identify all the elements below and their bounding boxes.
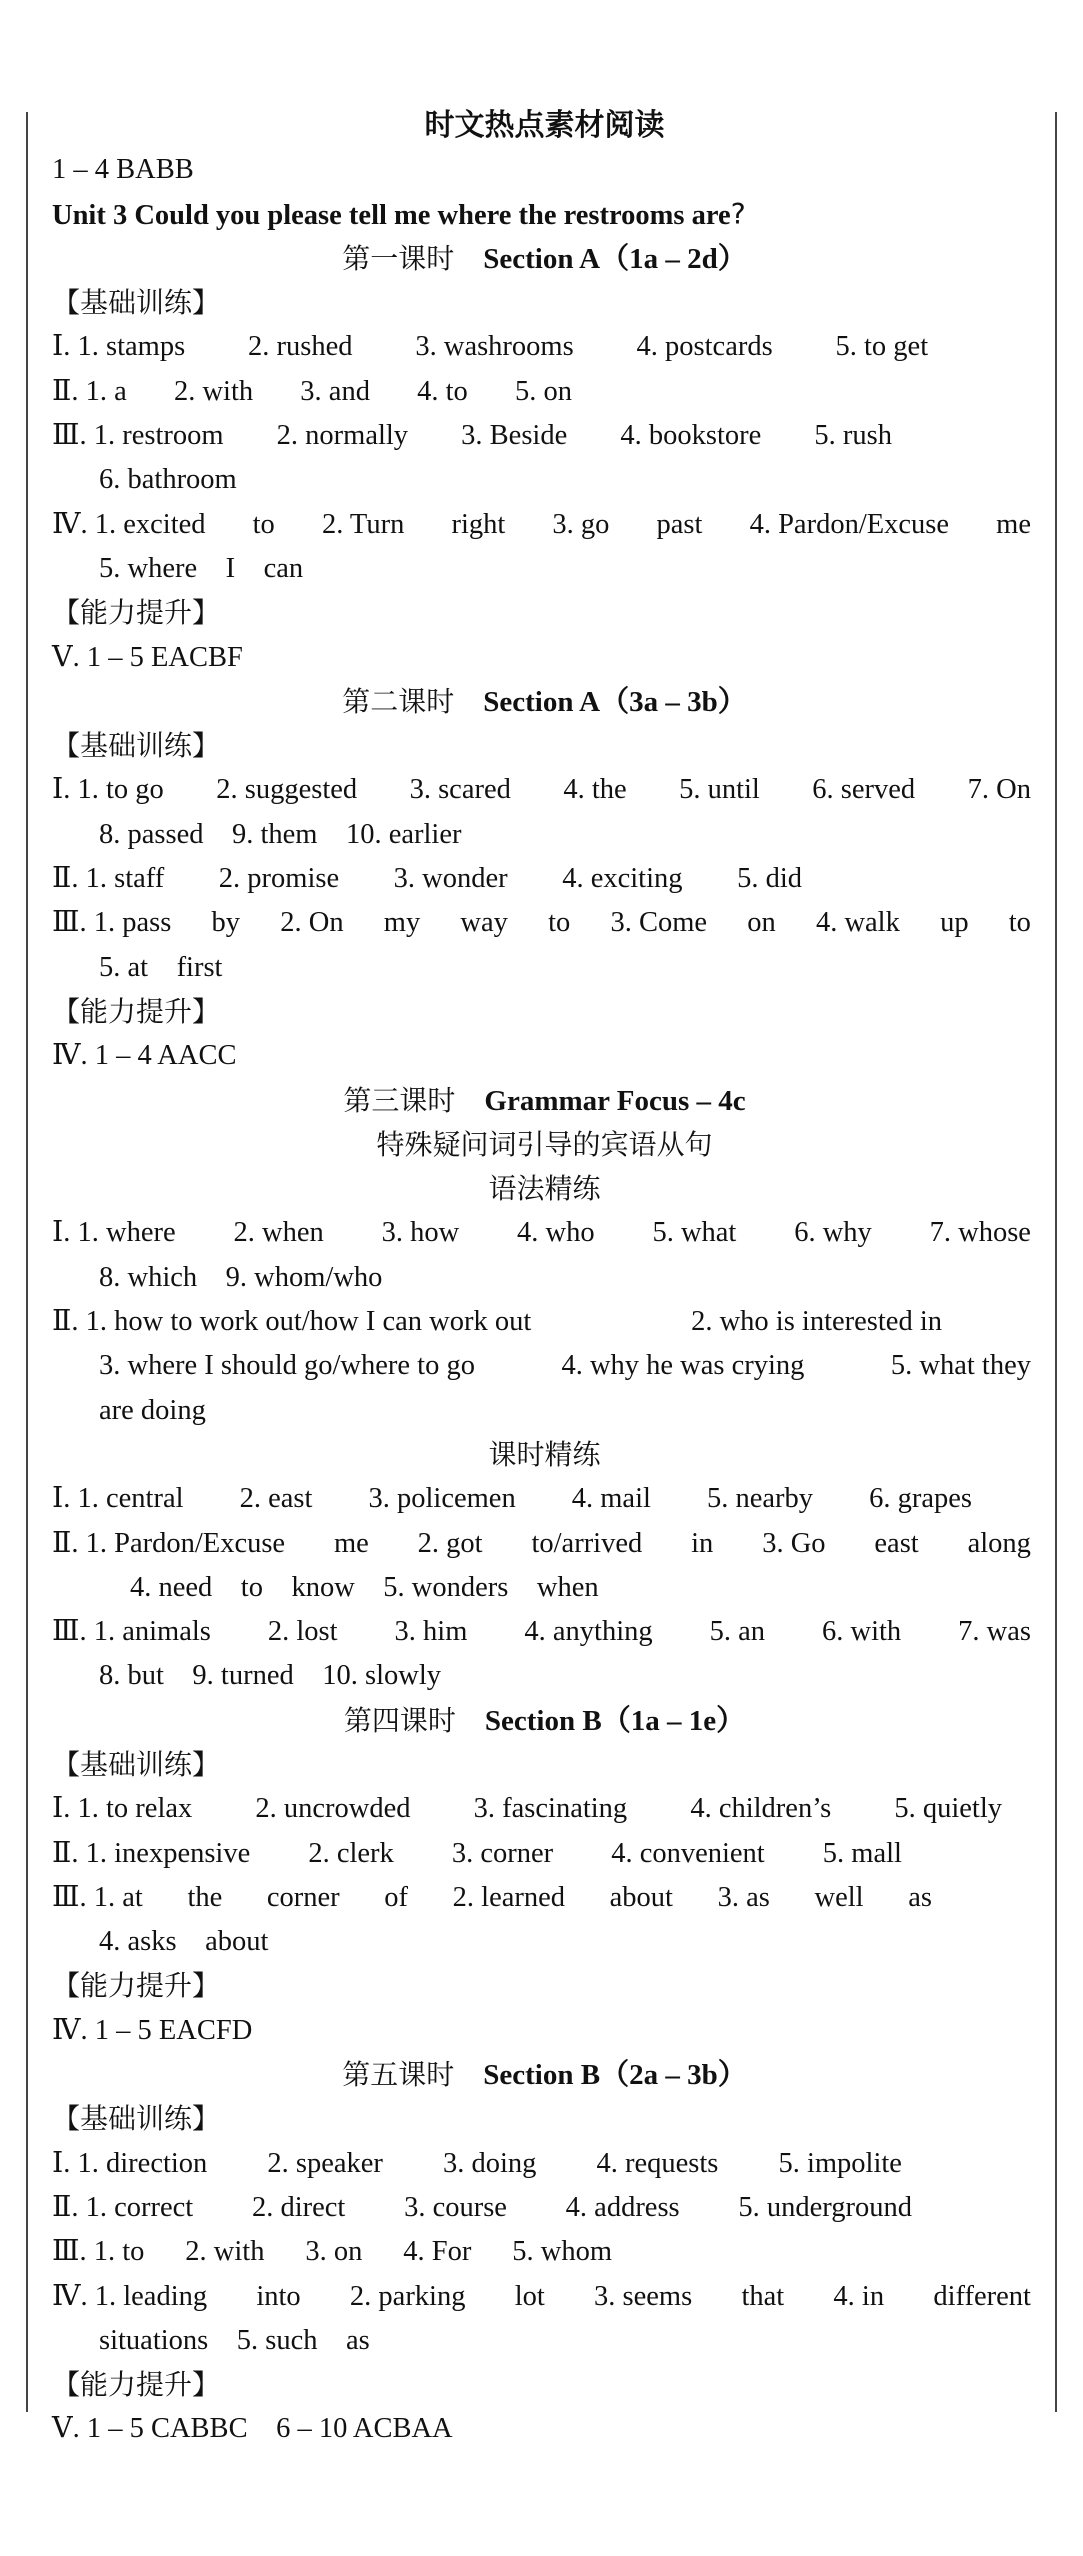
answer: to xyxy=(1008,907,1031,939)
answer: 6. with xyxy=(822,1616,902,1648)
answer: 2. east xyxy=(239,1483,313,1515)
s2-row-2 xyxy=(52,857,808,901)
answer: Ⅲ. 1. animals xyxy=(52,1616,211,1648)
answer: Ⅱ. 1. inexpensive xyxy=(52,1837,251,1869)
answer: 2. suggested xyxy=(216,774,358,806)
answer: by xyxy=(211,907,241,939)
s3-grammar-row-2b xyxy=(52,1344,1037,1388)
answer: my xyxy=(383,907,421,939)
right-margin-rule xyxy=(1055,112,1057,2412)
answer: about xyxy=(609,1881,673,1913)
answer: 4. address xyxy=(565,2191,680,2223)
s5-row-1 xyxy=(52,2142,908,2186)
answer: 3. as xyxy=(717,1881,770,1913)
s5-row-3 xyxy=(52,2230,618,2274)
s3-lesson-row-2b: 4. need to know 5. wonders when xyxy=(130,1571,599,1603)
s5-row-4b: situations 5. such as xyxy=(99,2324,370,2356)
answer: Ⅱ. 1. correct xyxy=(52,2191,194,2223)
answer: into xyxy=(256,2280,301,2312)
answer: Ⅰ. 1. to relax xyxy=(52,1793,193,1825)
answer: way xyxy=(460,907,508,939)
s2-row-1b: 8. passed 9. them 10. earlier xyxy=(99,818,462,850)
answer: Ⅲ. 1. at xyxy=(52,1881,143,1913)
answer: 2. direct xyxy=(251,2191,346,2223)
section-1-title-en: Section A（1a – 2d） xyxy=(483,242,747,275)
answer: well xyxy=(814,1881,864,1913)
left-margin-rule xyxy=(26,112,28,2412)
answer: 4. the xyxy=(563,774,627,806)
s3-lesson-row-3b: 8. but 9. turned 10. slowly xyxy=(99,1660,441,1692)
s5-row-4 xyxy=(52,2275,1037,2319)
answer: 4. why he was crying xyxy=(561,1350,805,1382)
answer: 6. why xyxy=(794,1217,872,1249)
s2-row-4: Ⅳ. 1 – 4 AACC xyxy=(52,1040,237,1072)
s1-row-3b: 6. bathroom xyxy=(99,464,237,496)
answer: right xyxy=(451,508,506,540)
s3-grammar-row-2c: are doing xyxy=(99,1394,206,1426)
section-4-title xyxy=(52,1699,1037,1743)
answer: to xyxy=(548,907,571,939)
answer: 2. promise xyxy=(218,863,340,895)
s3-grammar-row-1b: 8. which 9. whom/who xyxy=(99,1261,383,1293)
answer: Ⅰ. 1. stamps xyxy=(52,331,186,363)
answer-key-page xyxy=(52,104,1037,2452)
answer: 4. postcards xyxy=(636,331,773,363)
answer: 4. requests xyxy=(596,2147,719,2179)
answer: 3. corner xyxy=(451,1837,554,1869)
answer: 3. washrooms xyxy=(415,331,574,363)
answer: 3. seems xyxy=(594,2280,693,2312)
answer: me xyxy=(996,508,1031,540)
answer: Ⅲ. 1. to xyxy=(52,2236,145,2268)
answer: 2. speaker xyxy=(267,2147,383,2179)
answer: lot xyxy=(514,2280,545,2312)
answer: 5. impolite xyxy=(778,2147,902,2179)
section-5-title-en: Section B（2a – 3b） xyxy=(483,2059,747,2092)
ability-heading: 【能力提升】 xyxy=(52,2368,221,2402)
answer: 5. whom xyxy=(512,2236,612,2268)
answer: 3. scared xyxy=(409,774,511,806)
section-3-title-en: Grammar Focus – 4c xyxy=(484,1084,746,1117)
answer: Ⅳ. 1. excited xyxy=(52,508,206,540)
answer: Ⅱ. 1. a xyxy=(52,375,127,407)
answer: that xyxy=(741,2280,785,2312)
unit-title-text: Unit 3 Could you please tell me where the restrooms are xyxy=(52,199,731,231)
answer: 3. Go xyxy=(762,1527,826,1559)
s3-lesson-row-1 xyxy=(52,1477,978,1521)
answer: 2. with xyxy=(185,2236,265,2268)
section-2-title-cn: 第二课时 xyxy=(342,684,455,718)
answer: 5. to get xyxy=(835,331,929,363)
answer: 4. bookstore xyxy=(620,420,762,452)
answer: me xyxy=(333,1527,369,1559)
answer: Ⅲ. 1. restroom xyxy=(52,420,224,452)
s4-row-2 xyxy=(52,1832,908,1876)
answer: 5. on xyxy=(514,375,572,407)
answer: 4. Pardon/Excuse xyxy=(749,508,950,540)
answer: 5. what they xyxy=(890,1350,1031,1382)
answer: 3. Come xyxy=(610,907,708,939)
answer: 7. was xyxy=(958,1616,1031,1648)
s1-row-2 xyxy=(52,370,578,414)
answer: 2. uncrowded xyxy=(255,1793,411,1825)
answer: east xyxy=(874,1527,919,1559)
answer: Ⅱ. 1. how to work out/how I can work out xyxy=(52,1306,532,1338)
answer: 2. rushed xyxy=(248,331,353,363)
answer: 5. nearby xyxy=(706,1483,814,1515)
s1-row-4 xyxy=(52,503,1037,547)
basic-training-heading: 【基础训练】 xyxy=(52,1747,221,1781)
answer: along xyxy=(967,1527,1031,1559)
answer: 3. and xyxy=(300,375,370,407)
answer: 2. who is interested in xyxy=(691,1306,942,1338)
answer: 3. wonder xyxy=(393,863,508,895)
answer: 3. where I should go/where to go xyxy=(99,1350,475,1382)
answer: of xyxy=(384,1881,409,1913)
answer: 5. quietly xyxy=(894,1793,1002,1825)
reading-answers: 1 – 4 BABB xyxy=(52,154,194,186)
section-1-title-cn: 第一课时 xyxy=(342,241,455,275)
answer: Ⅰ. 1. central xyxy=(52,1483,184,1515)
answer: up xyxy=(940,907,969,939)
grammar-practice-heading: 语法精练 xyxy=(488,1172,601,1206)
s4-row-1 xyxy=(52,1787,1008,1831)
section-3-title-cn: 第三课时 xyxy=(343,1083,456,1117)
ability-heading: 【能力提升】 xyxy=(52,596,221,630)
answer: Ⅰ. 1. where xyxy=(52,1217,176,1249)
ability-heading: 【能力提升】 xyxy=(52,994,221,1028)
spacer xyxy=(991,325,1031,369)
s3-grammar-row-1 xyxy=(52,1211,1037,1255)
answer: in xyxy=(691,1527,714,1559)
answer: 2. parking xyxy=(349,2280,466,2312)
answer: Ⅱ. 1. staff xyxy=(52,863,165,895)
answer: 2. lost xyxy=(267,1616,338,1648)
answer: the xyxy=(187,1881,223,1913)
answer: different xyxy=(933,2280,1031,2312)
answer: 3. go xyxy=(552,508,610,540)
lesson-practice-heading: 课时精练 xyxy=(488,1437,601,1471)
s5-row-5: Ⅴ. 1 – 5 CABBC 6 – 10 ACBAA xyxy=(52,2413,453,2445)
section-3-subtitle: 特殊疑问词引导的宾语从句 xyxy=(376,1127,713,1161)
s1-row-5: Ⅴ. 1 – 5 EACBF xyxy=(52,641,243,673)
answer: 2. got xyxy=(417,1527,483,1559)
section-3-title xyxy=(52,1079,1037,1123)
answer: to xyxy=(252,508,275,540)
answer: 4. children’s xyxy=(690,1793,832,1825)
answer: past xyxy=(656,508,703,540)
s3-lesson-row-2 xyxy=(52,1522,1037,1566)
s1-row-4b: 5. where I can xyxy=(99,552,304,584)
answer: 3. policemen xyxy=(368,1483,516,1515)
answer: 4. walk xyxy=(815,907,900,939)
answer: 3. course xyxy=(404,2191,507,2223)
answer: 4. in xyxy=(833,2280,885,2312)
answer: 5. until xyxy=(679,774,760,806)
s2-row-1 xyxy=(52,768,1037,812)
s4-row-4: Ⅳ. 1 – 5 EACFD xyxy=(52,2014,253,2046)
basic-training-heading: 【基础训练】 xyxy=(52,286,221,320)
section-4-title-en: Section B（1a – 1e） xyxy=(484,1704,746,1737)
answer: 3. on xyxy=(305,2236,363,2268)
answer: Ⅰ. 1. to go xyxy=(52,774,164,806)
answer: 6. grapes xyxy=(869,1483,972,1515)
answer: 5. did xyxy=(737,863,802,895)
answer: Ⅳ. 1. leading xyxy=(52,2280,208,2312)
s5-row-2 xyxy=(52,2186,918,2230)
section-5-title xyxy=(52,2053,1037,2097)
answer: 4. exciting xyxy=(562,863,683,895)
answer: 3. fascinating xyxy=(473,1793,628,1825)
ability-heading: 【能力提升】 xyxy=(52,1969,221,2003)
answer: 5. mall xyxy=(822,1837,902,1869)
s1-row-3 xyxy=(52,414,898,458)
s2-row-3b: 5. at first xyxy=(99,951,223,983)
answer: as xyxy=(908,1881,932,1913)
unit-title xyxy=(52,193,1037,237)
s2-row-3 xyxy=(52,901,1037,945)
unit-title-qmark: ? xyxy=(730,197,746,231)
answer: 2. On xyxy=(280,907,344,939)
answer: 3. doing xyxy=(443,2147,537,2179)
answer: 5. what xyxy=(652,1217,737,1249)
section-5-title-cn: 第五课时 xyxy=(342,2058,455,2092)
answer: 7. On xyxy=(967,774,1031,806)
answer: 2. clerk xyxy=(308,1837,394,1869)
s3-grammar-row-2 xyxy=(52,1300,948,1344)
s3-lesson-row-3 xyxy=(52,1610,1037,1654)
s4-row-3 xyxy=(52,1876,938,1920)
answer: corner xyxy=(266,1881,340,1913)
answer: 5. an xyxy=(709,1616,766,1648)
s1-row-1 xyxy=(52,325,1037,369)
section-4-title-cn: 第四课时 xyxy=(343,1703,456,1737)
answer: 2. learned xyxy=(452,1881,566,1913)
answer: 3. him xyxy=(394,1616,468,1648)
answer: 4. mail xyxy=(571,1483,651,1515)
answer: Ⅲ. 1. pass xyxy=(52,907,172,939)
s4-row-3b: 4. asks about xyxy=(99,1926,269,1958)
answer: 5. underground xyxy=(738,2191,912,2223)
answer: 4. For xyxy=(403,2236,472,2268)
answer: 4. who xyxy=(517,1217,595,1249)
answer: 3. Beside xyxy=(461,420,568,452)
answer: 7. whose xyxy=(929,1217,1031,1249)
answer: 2. when xyxy=(233,1217,324,1249)
answer: 2. Turn xyxy=(321,508,405,540)
section-2-title xyxy=(52,680,1037,724)
answer: 3. how xyxy=(381,1217,460,1249)
section-1-title xyxy=(52,237,1037,281)
answer: 4. convenient xyxy=(611,1837,765,1869)
answer: 6. served xyxy=(812,774,916,806)
answer: 2. with xyxy=(173,375,254,407)
answer: on xyxy=(747,907,776,939)
answer: 4. anything xyxy=(524,1616,653,1648)
basic-training-heading: 【基础训练】 xyxy=(52,2102,221,2136)
answer: 2. normally xyxy=(276,420,409,452)
answer: Ⅱ. 1. Pardon/Excuse xyxy=(52,1527,286,1559)
answer: to/arrived xyxy=(531,1527,643,1559)
answer: Ⅰ. 1. direction xyxy=(52,2147,208,2179)
page-title: 时文热点素材阅读 xyxy=(424,108,665,143)
answer: 5. rush xyxy=(814,420,892,452)
basic-training-heading: 【基础训练】 xyxy=(52,729,221,763)
answer: 4. to xyxy=(417,375,468,407)
section-2-title-en: Section A（3a – 3b） xyxy=(483,685,747,718)
